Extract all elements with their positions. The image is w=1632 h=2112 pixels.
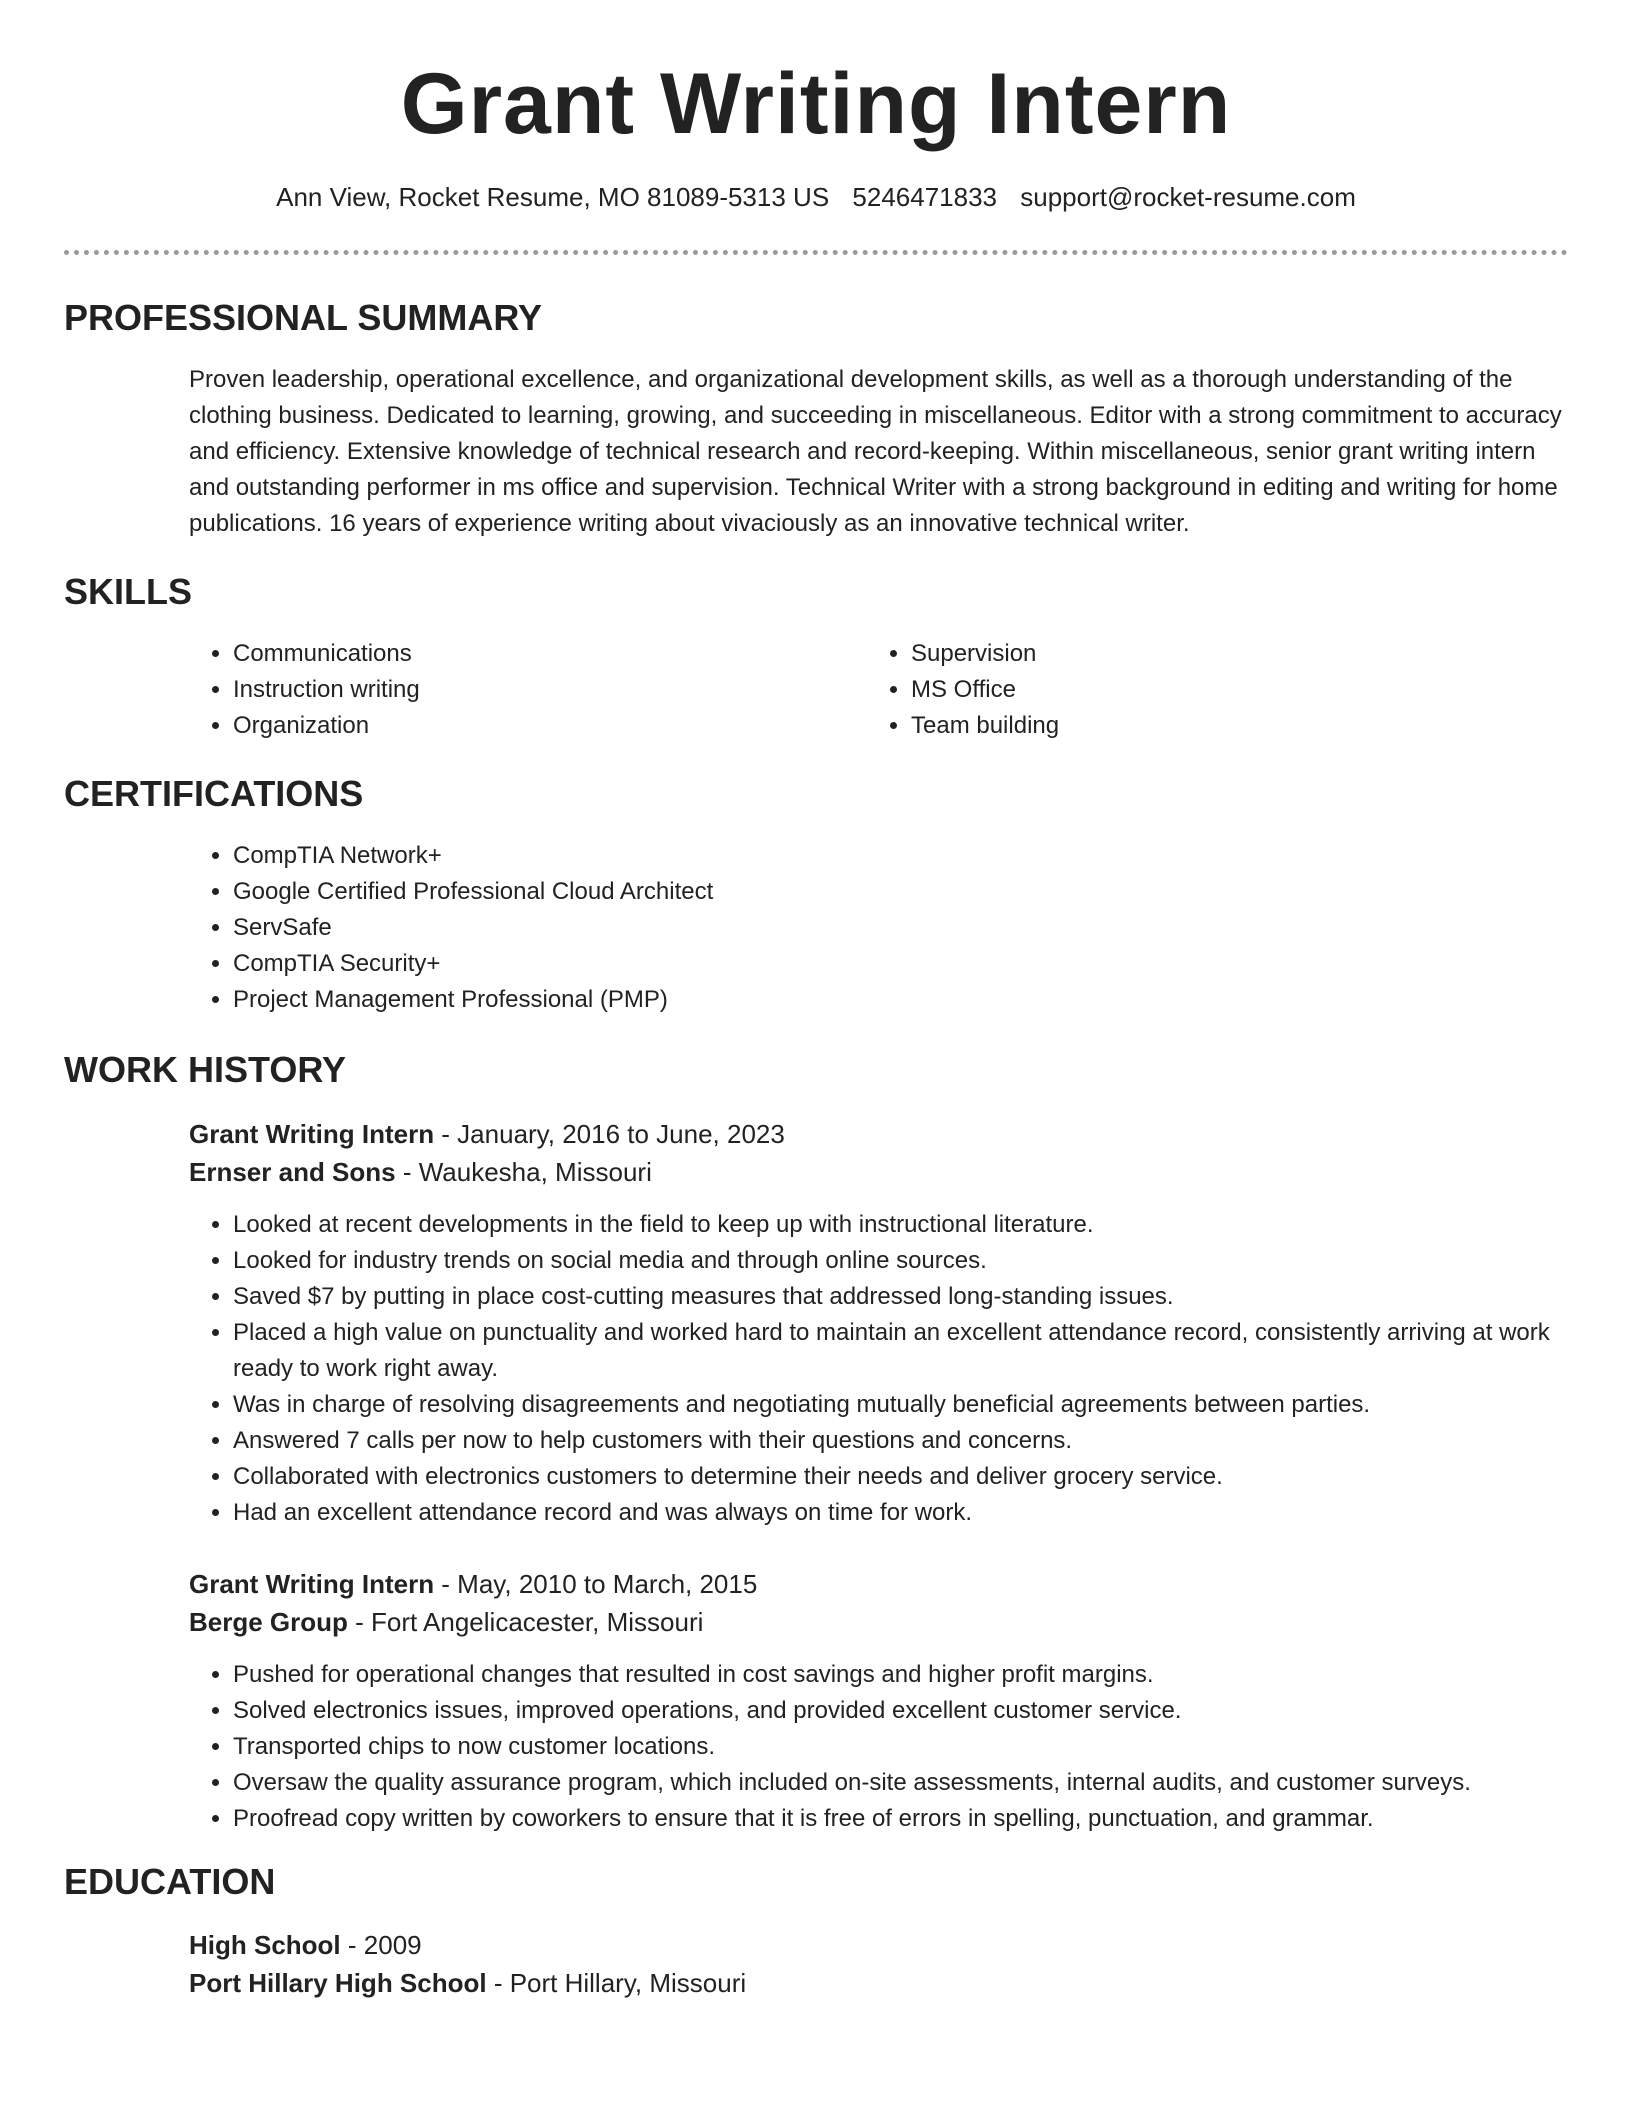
- certifications-list: [189, 838, 1568, 1018]
- email: support@rocket-resume.com: [1020, 182, 1356, 212]
- job-entry: [189, 1565, 1568, 1837]
- job-duty: • Placed a high value on punctuality and worked hard to maintain an excellent attendance record, consistently arriving at work ready to work right away.: [233, 1315, 1568, 1387]
- certification-item: • CompTIA Network+: [233, 838, 1568, 874]
- job-dates: - January, 2016 to June, 2023: [434, 1119, 785, 1149]
- job-duty: • Had an excellent attendance record and was always on time for work.: [233, 1495, 1568, 1531]
- job-dates: - May, 2010 to March, 2015: [434, 1569, 758, 1599]
- address: Ann View, Rocket Resume, MO 81089-5313 US: [276, 182, 830, 212]
- school-location: - Port Hillary, Missouri: [486, 1968, 747, 1998]
- certification-item: • Project Management Professional (PMP): [233, 982, 1568, 1018]
- job-duty: • Was in charge of resolving disagreements and negotiating mutually beneficial agreements between parties.: [233, 1387, 1568, 1423]
- job-title-line: [189, 1565, 1568, 1603]
- job-duties: [189, 1657, 1568, 1837]
- job-duty: • Oversaw the quality assurance program, which included on-site assessments, internal audits, and customer surveys.: [233, 1765, 1568, 1801]
- summary-heading: PROFESSIONAL SUMMARY: [64, 297, 543, 338]
- job-company: Ernser and Sons: [189, 1157, 396, 1187]
- job-company-line: [189, 1603, 1568, 1641]
- job-duty: • Looked for industry trends on social media and through online sources.: [233, 1243, 1568, 1279]
- skills-heading: SKILLS: [64, 571, 193, 612]
- job-location: - Waukesha, Missouri: [395, 1157, 652, 1187]
- job-duty: • Transported chips to now customer locations.: [233, 1729, 1568, 1765]
- phone: 5246471833: [852, 182, 998, 212]
- job-company: Berge Group: [189, 1607, 348, 1637]
- degree-line: [189, 1926, 1568, 1964]
- job-title: Grant Writing Intern: [189, 1569, 435, 1599]
- skills-column-left: [189, 636, 867, 744]
- certification-item: • ServSafe: [233, 910, 1568, 946]
- work-history-heading: WORK HISTORY: [64, 1049, 347, 1090]
- skills-column-right: [867, 636, 1545, 744]
- education-entry: [189, 1926, 1568, 2002]
- skill-item: • Organization: [233, 708, 867, 744]
- school-name: Port Hillary High School: [189, 1968, 487, 1998]
- job-duty: • Solved electronics issues, improved operations, and provided excellent customer service.: [233, 1693, 1568, 1729]
- candidate-name: Grant Writing Intern: [400, 56, 1232, 152]
- job-duty: • Collaborated with electronics customers to determine their needs and deliver grocery service.: [233, 1459, 1568, 1495]
- skill-item: • Supervision: [911, 636, 1545, 672]
- skill-item: • Team building: [911, 708, 1545, 744]
- job-duty: • Pushed for operational changes that resulted in cost savings and higher profit margins.: [233, 1657, 1568, 1693]
- job-duty: • Saved $7 by putting in place cost-cutting measures that addressed long-standing issues.: [233, 1279, 1568, 1315]
- skill-item: • Communications: [233, 636, 867, 672]
- certifications-heading: CERTIFICATIONS: [64, 773, 364, 814]
- skill-item: • Instruction writing: [233, 672, 867, 708]
- job-entry: [189, 1115, 1568, 1531]
- graduation-year: - 2009: [340, 1930, 422, 1960]
- job-duty: • Proofread copy written by coworkers to ensure that it is free of errors in spelling, punctuation, and grammar.: [233, 1801, 1568, 1837]
- job-duty: • Looked at recent developments in the field to keep up with instructional literature.: [233, 1207, 1568, 1243]
- job-location: - Fort Angelicacester, Missouri: [347, 1607, 704, 1637]
- certification-item: • CompTIA Security+: [233, 946, 1568, 982]
- job-title-line: [189, 1115, 1568, 1153]
- summary-text: Proven leadership, operational excellence, and organizational development skills, as well as a thorough understanding of the clothing business. Dedicated to learning, growing, and succeeding in miscellaneous. Editor with a strong commitment to accuracy and efficiency. Extensive knowledge of technical research and record-keeping. Within miscellaneous, senior grant writing intern and outstanding performer in ms office and supervision. Technical Writer with a strong background in editing and writing for home publications. 16 years of experience writing about vivaciously as an innovative technical writer.: [189, 366, 1562, 537]
- education-heading: EDUCATION: [64, 1861, 276, 1902]
- school-line: [189, 1964, 1568, 2002]
- certification-item: • Google Certified Professional Cloud Architect: [233, 874, 1568, 910]
- header-divider: [64, 250, 1568, 255]
- degree: High School: [189, 1930, 341, 1960]
- job-company-line: [189, 1153, 1568, 1191]
- skills-list: [189, 636, 1568, 744]
- contact-line: [0, 180, 1632, 214]
- job-duties: [189, 1207, 1568, 1531]
- job-title: Grant Writing Intern: [189, 1119, 435, 1149]
- skill-item: • MS Office: [911, 672, 1545, 708]
- job-duty: • Answered 7 calls per now to help customers with their questions and concerns.: [233, 1423, 1568, 1459]
